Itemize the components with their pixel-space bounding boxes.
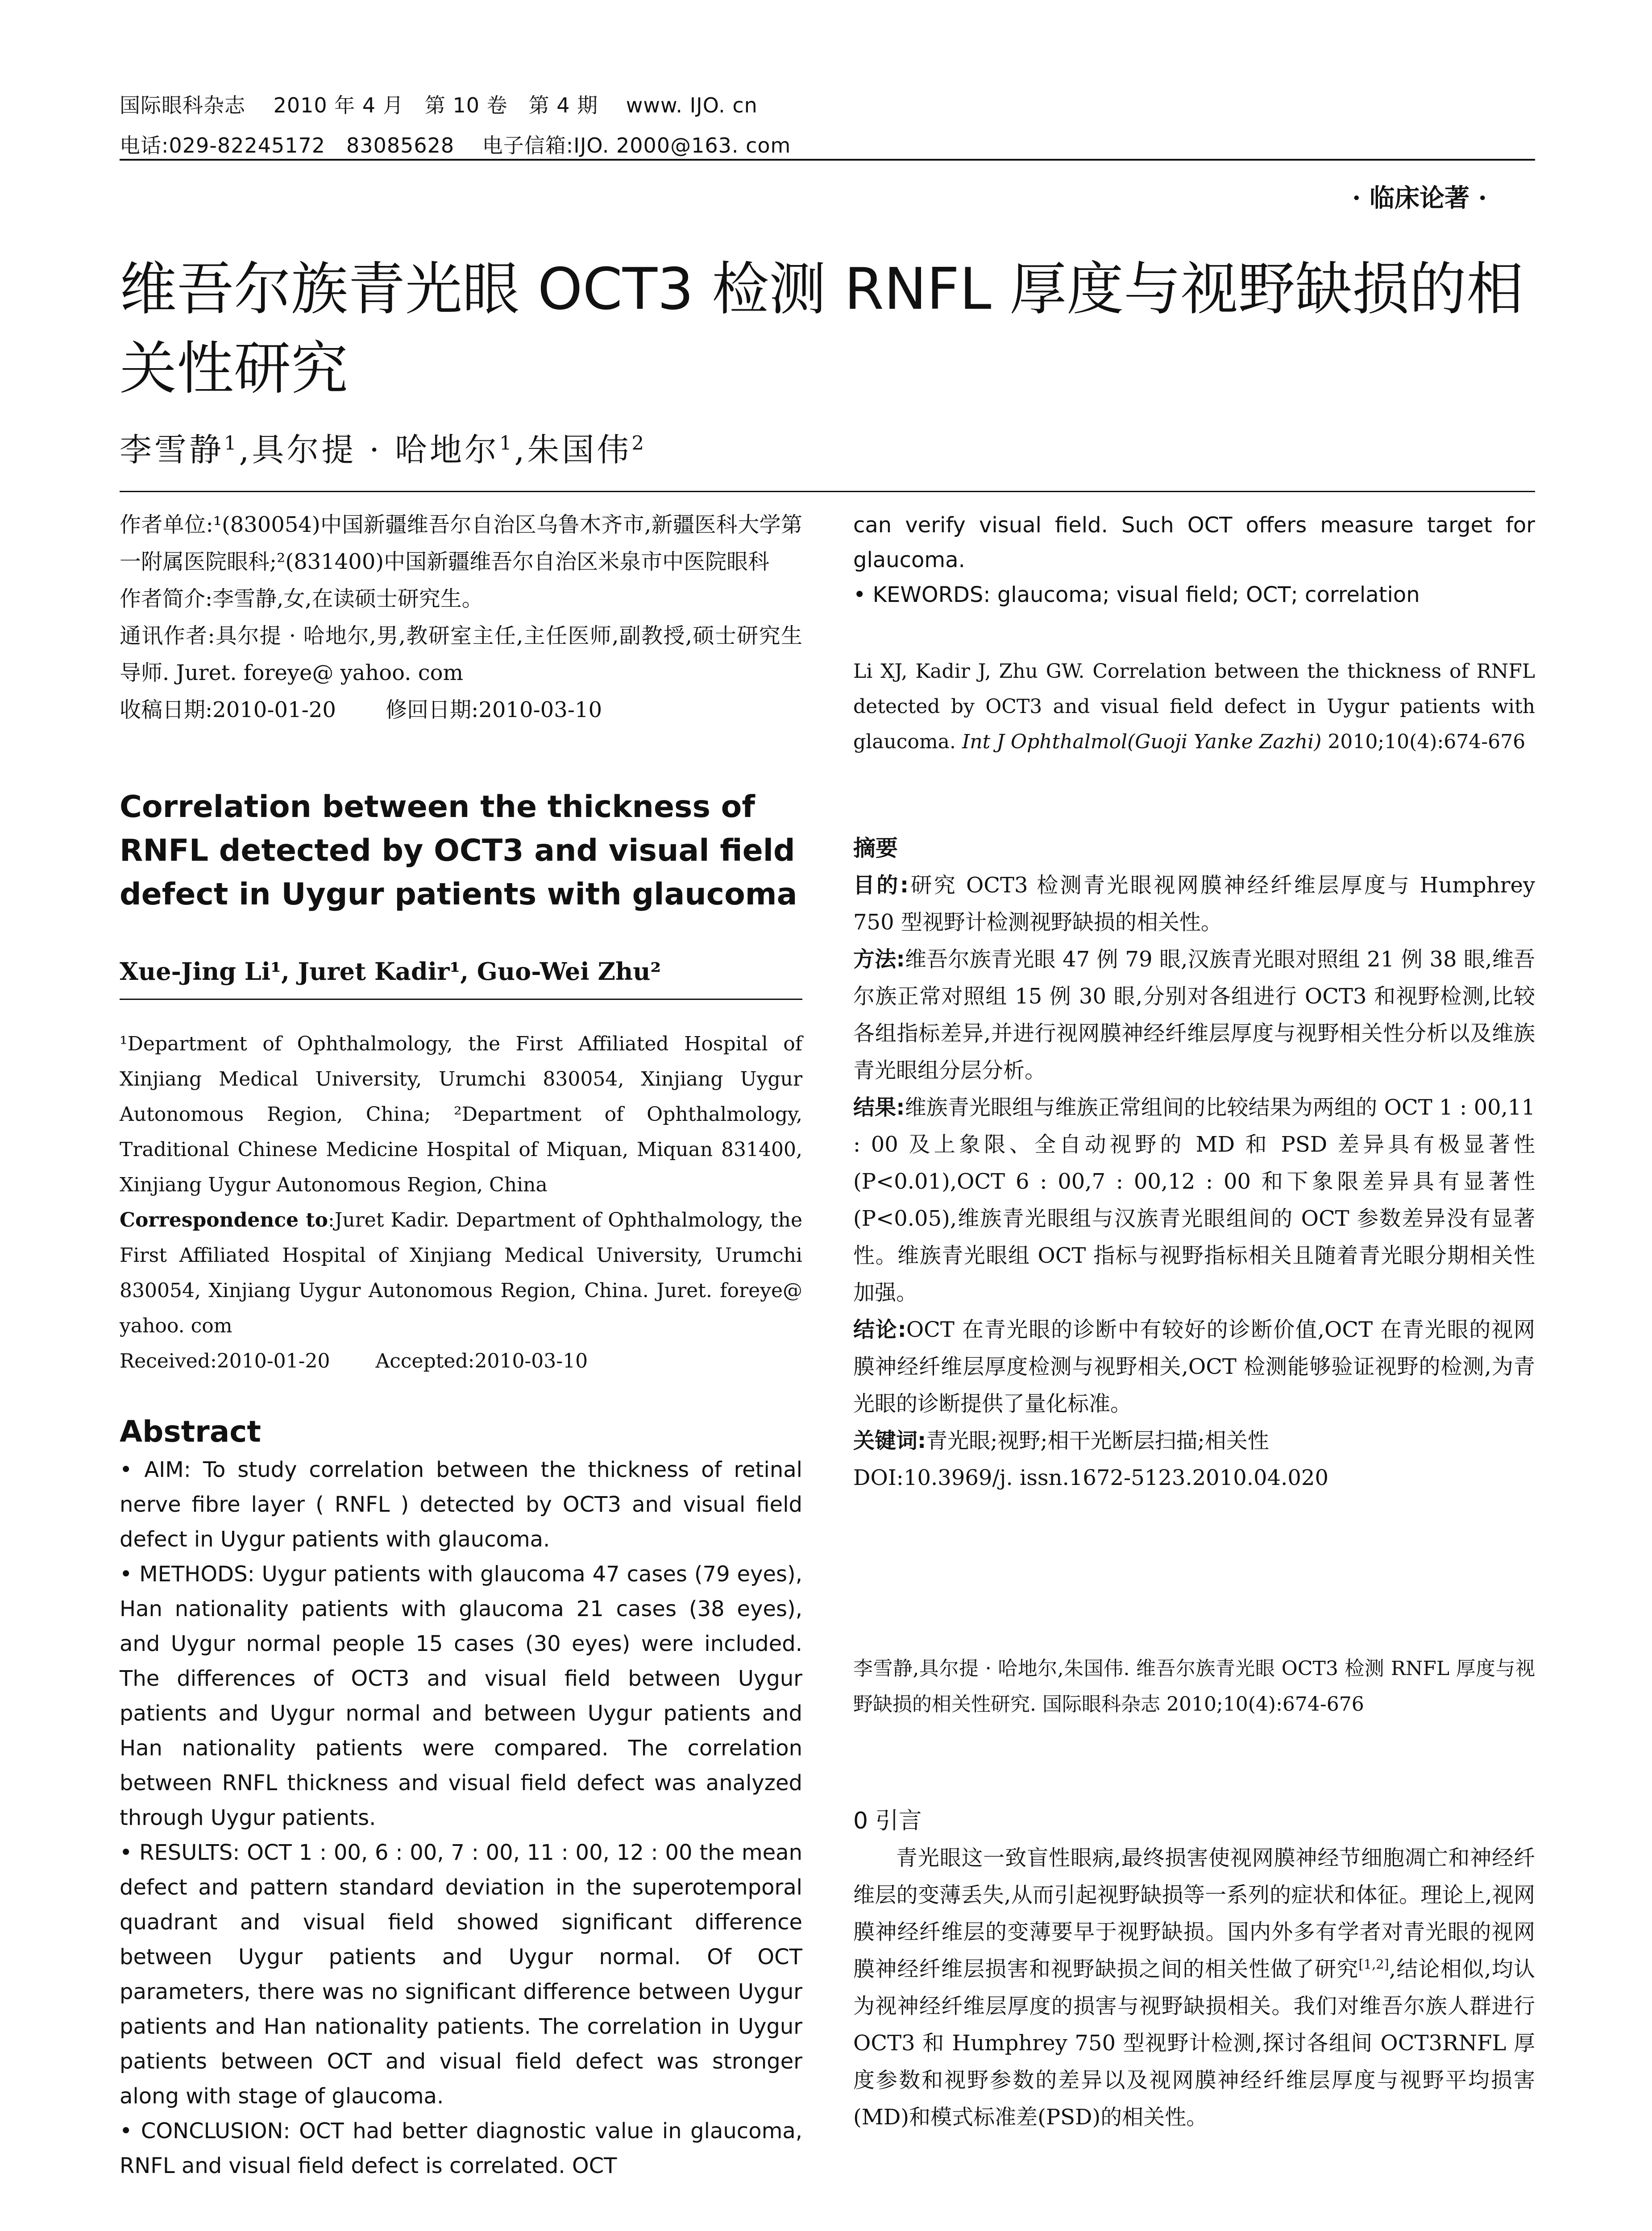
conclusion-text-cn: OCT 在青光眼的诊断中有较好的诊断价值,OCT 在青光眼的视网膜神经纤维层厚度检测与视野相关,OCT 检测能够验证视野的检测,为青光眼的诊断提供了量化标准。 xyxy=(853,1317,1536,1416)
title-cn-line-2: 关性研究 xyxy=(120,336,349,402)
affiliation-en: ¹Department of Ophthalmology, the First Affiliated Hospital of Xinjiang Medical University, Urumchi 830054, Xinjiang Uygur Autonomous Region, China; ²Department of Ophthalmology, Traditional Chinese Medicine Hospital of Miquan, Miquan 831400, Xinjiang Uygur Autonomous Region, China xyxy=(120,1033,802,1196)
abstract-methods: • METHODS: Uygur patients with glaucoma 47 cases (79 eyes), Han nationality patients with glaucoma 21 cases (38 eyes), and Uygur normal people 15 cases (30 eyes) were included. The differences of OCT3 and visual field between Uygur patients and Uygur normal and between Uygur patients and Han nationality patients were compared. The correlation between RNFL thickness and visual field defect was analyzed through Uygur patients. xyxy=(120,1562,802,1830)
author-cn-1-affil: 1 xyxy=(224,432,239,455)
results-label-cn: 结果: xyxy=(853,1095,905,1120)
abstract-cn-keywords xyxy=(853,1422,1535,1460)
abstract-conclusion-continued: can verify visual field. Such OCT offers measure target for glaucoma. xyxy=(853,513,1535,572)
abstract-cn-conclusion xyxy=(853,1311,1535,1422)
aim-label-cn: 目的: xyxy=(853,873,909,898)
intro-heading: 0 引言 xyxy=(853,1808,922,1834)
abstract-cn-methods xyxy=(853,941,1535,1089)
article-title-en: Correlation between the thickness of RNFL detected by OCT3 and visual field defect in Uygur patients with glaucoma xyxy=(120,789,797,912)
correspondence-en xyxy=(120,1203,802,1344)
received-en: Received:2010-01-20 Accepted:2010-03-10 xyxy=(120,1350,588,1373)
author-bio-cn: 作者简介:李雪静,女,在读硕士研究生。 xyxy=(120,586,483,611)
left-column xyxy=(120,506,802,729)
author-cn-1: 李雪静 xyxy=(120,431,224,469)
author-cn-2: ,具尔提 · 哈地尔 xyxy=(239,431,500,469)
citation-en-volume: 2010;10(4):674-676 xyxy=(1321,730,1526,753)
citation-en-authors: Li XJ, Kadir J, Zhu GW. Correlation between the thickness of RNFL detected by OCT3 and visual field defect in Uygur patients with glaucoma. xyxy=(853,660,1535,753)
doi: DOI:10.3969/j. issn.1672-5123.2010.04.020 xyxy=(853,1465,1328,1490)
author-cn-2-affil: 1 xyxy=(499,432,515,455)
authors-en: Xue-Jing Li¹, Juret Kadir¹, Guo-Wei Zhu² xyxy=(120,957,661,986)
section-tag: · 临床论著 · xyxy=(1352,183,1487,213)
results-text-cn: 维族青光眼组与维族正常组间的比较结果为两组的 OCT 1 : 00,11 : 00 及上象限、全自动视野的 MD 和 PSD 差异具有极显著性(P<0.01),OCT 6 : 00,7 : 00,12 : 00 和下象限差异具有显著性(P<0.05),维族青光眼组与汉族青光眼组间的 OCT 参数差异没有显著性。维族青光眼组 OCT 指标与视野指标相关且随着青光眼分期相关性加强。 xyxy=(853,1095,1535,1305)
english-title-block xyxy=(120,785,802,916)
abstract-keywords: • KEWORDS: glaucoma; visual field; OCT; correlation xyxy=(853,582,1420,607)
article-title-cn xyxy=(120,250,1557,409)
citation-en-journal: Int J Ophthalmol(Guoji Yanke Zazhi) xyxy=(962,730,1322,753)
citation-en xyxy=(853,654,1535,759)
abstract-results: • RESULTS: OCT 1 : 00, 6 : 00, 7 : 00, 11 : 00, 12 : 00 the mean defect and pattern standard deviation in the superotemporal quadrant and visual field showed significant difference between Uygur patients and Uygur normal. Of OCT parameters, there was no significant difference between Uygur patients and Han nationality patients. The correlation in Uygur patients between OCT and visual field defect was stronger along with stage of glaucoma. xyxy=(120,1840,802,2109)
abstract-cn-results xyxy=(853,1089,1535,1311)
intro-text-b: ,结论相似,均认为视神经纤维层厚度的损害与视野缺损相关。我们对维吾尔族人群进行 OCT3 和 Humphrey 750 型视野计检测,探讨各组间 OCT3RNFL 厚度参数和视野参数的差异以及视网膜神经纤维层厚度与视野平均损害(MD)和模式标准差(PSD)的相关性。 xyxy=(853,1957,1535,2130)
abstract-cn-aim xyxy=(853,867,1535,941)
author-cn-3: ,朱国伟 xyxy=(514,431,632,469)
authors-rule xyxy=(120,491,1535,492)
keywords-text-cn: 青光眼;视野;相干光断层扫描;相关性 xyxy=(926,1428,1269,1453)
methods-text-cn: 维吾尔族青光眼 47 例 79 眼,汉族青光眼对照组 21 例 38 眼,维吾尔族正常对照组 15 例 30 眼,分别对各组进行 OCT3 和视野检测,比较各组指标差异,并进行视网膜神经纤维层厚度与视野相关性分析以及维族青光眼组分层分析。 xyxy=(853,947,1535,1083)
abstract-block xyxy=(120,1414,802,2183)
citation-en-block xyxy=(853,654,1535,759)
abstract-aim: • AIM: To study correlation between the thickness of retinal nerve fibre layer ( RNFL ) detected by OCT3 and visual field defect in Uygur patients with glaucoma. xyxy=(120,1457,802,1552)
affiliation-cn: 作者单位:¹(830054)中国新疆维吾尔自治区乌鲁木齐市,新疆医科大学第一附属医院眼科;²(831400)中国新疆维吾尔自治区米泉市中医院眼科 xyxy=(120,512,802,574)
header-rule xyxy=(120,159,1535,161)
conclusion-label-cn: 结论: xyxy=(853,1317,906,1342)
author-cn-3-affil: 2 xyxy=(631,432,647,455)
right-column-en xyxy=(853,508,1535,612)
authors-en-rule xyxy=(120,999,802,1000)
intro-reference: [1,2] xyxy=(1358,1957,1389,1972)
correspondence-label: Correspondence to xyxy=(120,1209,328,1232)
introduction-block xyxy=(853,1803,1535,2136)
authors-cn xyxy=(120,424,647,470)
citation-cn: 李雪静,具尔提 · 哈地尔,朱国伟. 维吾尔族青光眼 OCT3 检测 RNFL 厚度与视野缺损的相关性研究. 国际眼科杂志 2010;10(4):674-676 xyxy=(853,1657,1535,1716)
aim-text-cn: 研究 OCT3 检测青光眼视网膜神经纤维层厚度与 Humphrey 750 型视野计检测视野缺损的相关性。 xyxy=(853,873,1535,935)
correspondence-text: :Juret Kadir. Department of Ophthalmology, the First Affiliated Hospital of Xinjiang Medical University, Urumchi 830054, Xinjiang Uygur Autonomous Region, China. Juret. foreye@ yahoo. com xyxy=(120,1209,802,1337)
contact-header-line: 电话:029-82245172 83085628 电子信箱:IJO. 2000@163. com xyxy=(120,133,791,158)
correspondence-cn: 通讯作者:具尔提 · 哈地尔,男,教研室主任,主任医师,副教授,硕士研究生导师. Juret. foreye@ yahoo. com xyxy=(120,623,802,685)
abstract-conclusion: • CONCLUSION: OCT had better diagnostic value in glaucoma, RNFL and visual field defect is correlated. OCT xyxy=(120,2119,802,2178)
chinese-abstract-block xyxy=(853,830,1535,1497)
intro-paragraph xyxy=(853,1840,1535,2136)
title-cn-line-1: 维吾尔族青光眼 OCT3 检测 RNFL 厚度与视野缺损的相 xyxy=(120,256,1524,323)
dates-cn: 收稿日期:2010-01-20 修回日期:2010-03-10 xyxy=(120,697,602,722)
zhaiyao-heading: 摘要 xyxy=(853,835,898,861)
abstract-heading: Abstract xyxy=(120,1414,261,1449)
methods-label-cn: 方法: xyxy=(853,947,905,972)
keywords-label-cn: 关键词: xyxy=(853,1428,926,1453)
affiliation-en-block xyxy=(120,1026,802,1379)
citation-cn-block xyxy=(853,1651,1535,1722)
journal-header-line: 国际眼科杂志 2010 年 4 月 第 10 卷 第 4 期 www. IJO. cn xyxy=(120,93,758,117)
intro-text-a: 青光眼这一致盲性眼病,最终损害使视网膜神经节细胞凋亡和神经纤维层的变薄丢失,从而引起视野缺损等一系列的症状和体征。理论上,视网膜神经纤维层的变薄要早于视野缺损。国内外多有学者对青光眼的视网膜神经纤维层损害和视野缺损之间的相关性做了研究 xyxy=(853,1845,1535,1982)
